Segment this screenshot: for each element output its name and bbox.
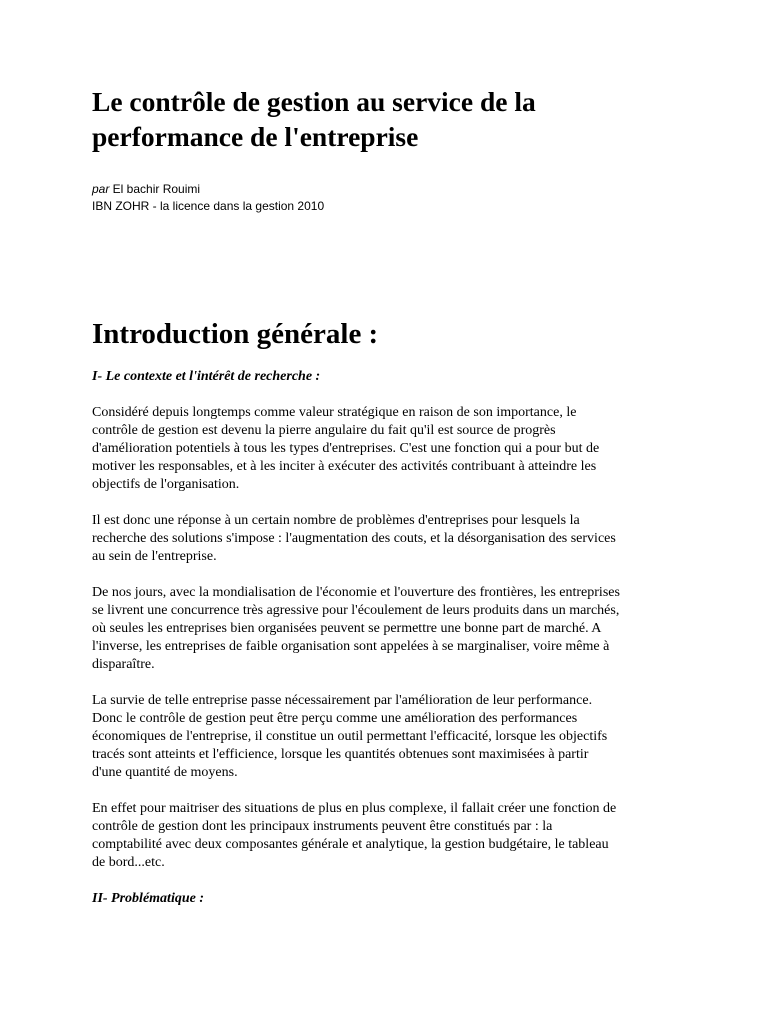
document-page bbox=[92, 84, 692, 908]
paragraph-line: objectifs de l'organisation. bbox=[92, 477, 240, 492]
paragraph-line: Il est donc une réponse à un certain nombre de problèmes d'entreprises pour lesquels la bbox=[92, 513, 580, 528]
byline-affiliation: IBN ZOHR - la licence dans la gestion 2010 bbox=[92, 199, 325, 213]
paragraph-line: où seules les entreprises bien organisées peuvent se permettre une bonne part de marché. A bbox=[92, 621, 602, 636]
subheading-context: I- Le contexte et l'intérêt de recherche : bbox=[92, 369, 321, 384]
paragraph-line: En effet pour maitriser des situations de plus en plus complexe, il fallait créer une fonction de bbox=[92, 801, 617, 816]
paragraph-4 bbox=[92, 692, 692, 782]
paragraph-line: Donc le contrôle de gestion peut être perçu comme une amélioration des performances bbox=[92, 711, 578, 726]
paragraph-line: l'inverse, les entreprises de faible organisation sont appelées à se marginaliser, voire même à bbox=[92, 639, 610, 654]
paragraph-line: de bord...etc. bbox=[92, 855, 165, 870]
paragraph-line: tracés sont atteints et l'efficience, lorsque les quantités obtenues sont maximisées à partir bbox=[92, 747, 589, 762]
byline bbox=[92, 181, 692, 215]
paragraph-line: recherche des solutions s'impose : l'augmentation des couts, et la désorganisation des services bbox=[92, 531, 616, 546]
paragraph-2 bbox=[92, 512, 692, 566]
byline-author: El bachir Rouimi bbox=[109, 182, 201, 196]
document-title-line-2: performance de l'entreprise bbox=[92, 121, 419, 152]
document-title-line-1: Le contrôle de gestion au service de la bbox=[92, 86, 536, 117]
paragraph-line: comptabilité avec deux composantes générale et analytique, la gestion budgétaire, le tableau bbox=[92, 837, 609, 852]
subheading-problematique: II- Problématique : bbox=[92, 891, 204, 906]
paragraph-5 bbox=[92, 800, 692, 872]
paragraph-1 bbox=[92, 404, 692, 494]
paragraph-line: d'amélioration potentiels à tous les types d'entreprises. C'est une fonction qui a pour but de bbox=[92, 441, 600, 456]
byline-prefix: par bbox=[92, 182, 110, 196]
paragraph-line: disparaître. bbox=[92, 657, 155, 672]
paragraph-3 bbox=[92, 584, 692, 674]
document-title bbox=[92, 84, 692, 154]
paragraph-line: Considéré depuis longtemps comme valeur stratégique en raison de son importance, le bbox=[92, 405, 577, 420]
paragraph-line: d'une quantité de moyens. bbox=[92, 765, 238, 780]
paragraph-line: économiques de l'entreprise, il constitue un outil permettant l'efficacité, lorsque les objectifs bbox=[92, 729, 608, 744]
paragraph-line: contrôle de gestion est devenu la pierre angulaire du fait qu'il est source de progrès bbox=[92, 423, 556, 438]
paragraph-line: De nos jours, avec la mondialisation de l'économie et l'ouverture des frontières, les entreprises bbox=[92, 585, 620, 600]
paragraph-line: contrôle de gestion dont les principaux instruments peuvent être constitués par : la bbox=[92, 819, 553, 834]
section-title: Introduction générale : bbox=[92, 318, 379, 350]
byline-author-line bbox=[92, 181, 692, 198]
paragraph-line: motiver les responsables, et à les inciter à exécuter des activités contribuant à atteindre les bbox=[92, 459, 597, 474]
paragraph-line: La survie de telle entreprise passe nécessairement par l'amélioration de leur performance. bbox=[92, 693, 593, 708]
paragraph-line: se livrent une concurrence très agressive pour l'écoulement de leurs produits dans un marchés, bbox=[92, 603, 620, 618]
paragraph-line: au sein de l'entreprise. bbox=[92, 549, 217, 564]
